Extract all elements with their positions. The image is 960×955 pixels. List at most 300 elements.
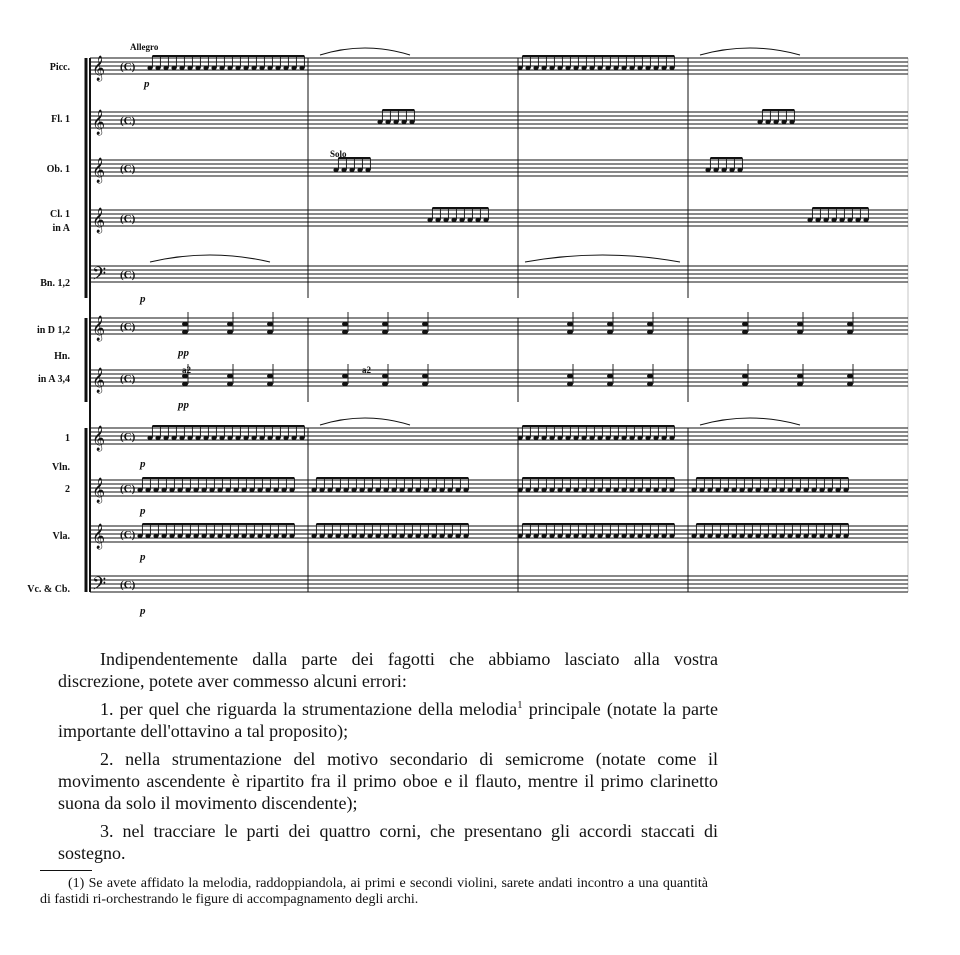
clarinet-figure-note xyxy=(807,218,812,222)
time-signature-icon: (C) xyxy=(120,269,136,281)
sixteenth-run-note xyxy=(187,436,192,440)
string-accomp-note xyxy=(653,534,658,538)
horn-chord-note xyxy=(742,374,748,378)
time-signature-icon: (C) xyxy=(120,579,136,591)
string-accomp-note xyxy=(439,534,444,538)
string-accomp-note xyxy=(605,534,610,538)
sixteenth-run-note xyxy=(661,436,666,440)
bass-clef-icon: 𝄢 xyxy=(92,264,107,289)
string-accomp-note xyxy=(533,534,538,538)
oboe-figure-note xyxy=(705,168,710,172)
string-accomp-note xyxy=(145,488,150,492)
horn-chord-note xyxy=(797,382,803,386)
string-accomp-note xyxy=(265,488,270,492)
instrument-label-vc: Vc. & Cb. xyxy=(27,584,70,595)
string-accomp-note xyxy=(811,534,816,538)
sixteenth-run-note xyxy=(291,436,296,440)
sixteenth-run-note xyxy=(283,436,288,440)
slur xyxy=(320,418,410,425)
instrument-label-fl1: Fl. 1 xyxy=(51,114,70,125)
string-accomp-note xyxy=(621,534,626,538)
horn-chord-note xyxy=(342,382,348,386)
instrument-label-hn34: in A 3,4 xyxy=(38,374,70,385)
sixteenth-run-note xyxy=(581,436,586,440)
time-signature-icon: (C) xyxy=(120,321,136,333)
horn-chord-note xyxy=(647,374,653,378)
string-accomp-note xyxy=(613,534,618,538)
horn-chord-note xyxy=(422,322,428,326)
string-accomp-note xyxy=(747,488,752,492)
sixteenth-run-note xyxy=(291,66,296,70)
string-accomp-note xyxy=(311,488,316,492)
clarinet-figure-note xyxy=(863,218,868,222)
clarinet-figure-note xyxy=(475,218,480,222)
string-accomp-note xyxy=(423,488,428,492)
sixteenth-run-note xyxy=(581,66,586,70)
string-accomp-note xyxy=(439,488,444,492)
sixteenth-run-note xyxy=(637,436,642,440)
string-accomp-note xyxy=(629,534,634,538)
sixteenth-run-note xyxy=(179,436,184,440)
string-accomp-note xyxy=(241,534,246,538)
instrument-label-vln: Vln. xyxy=(51,462,70,473)
string-accomp-note xyxy=(557,534,562,538)
string-accomp-note xyxy=(715,488,720,492)
string-accomp-note xyxy=(415,488,420,492)
sixteenth-run-note xyxy=(549,66,554,70)
string-accomp-note xyxy=(771,488,776,492)
string-accomp-note xyxy=(257,534,262,538)
string-accomp-note xyxy=(739,488,744,492)
sixteenth-run-note xyxy=(211,436,216,440)
sixteenth-run-note xyxy=(541,436,546,440)
string-accomp-note xyxy=(779,488,784,492)
slur xyxy=(700,48,800,55)
time-signature-icon: (C) xyxy=(120,483,136,495)
string-accomp-note xyxy=(669,534,674,538)
sixteenth-run-note xyxy=(533,66,538,70)
oboe-figure-note xyxy=(341,168,346,172)
string-accomp-note xyxy=(819,534,824,538)
sixteenth-run-note xyxy=(613,436,618,440)
string-accomp-note xyxy=(391,534,396,538)
instrument-label-vln2: 2 xyxy=(65,484,70,495)
horn-chord-note xyxy=(382,330,388,334)
oboe-figure-note xyxy=(349,168,354,172)
sixteenth-run-note xyxy=(171,66,176,70)
sixteenth-run-note xyxy=(605,436,610,440)
string-accomp-note xyxy=(835,534,840,538)
sixteenth-run-note xyxy=(227,66,232,70)
string-accomp-note xyxy=(153,534,158,538)
horn-chord-note xyxy=(382,322,388,326)
string-accomp-note xyxy=(319,488,324,492)
horn-chord-note xyxy=(267,374,273,378)
treble-clef-icon: 𝄞 xyxy=(92,56,106,81)
string-accomp-note xyxy=(241,488,246,492)
string-accomp-note xyxy=(827,488,832,492)
sixteenth-run-note xyxy=(259,436,264,440)
flute-figure-note xyxy=(401,120,406,124)
sixteenth-run-note xyxy=(155,66,160,70)
string-accomp-note xyxy=(383,488,388,492)
string-accomp-note xyxy=(233,534,238,538)
sixteenth-run-note xyxy=(621,436,626,440)
string-accomp-note xyxy=(383,534,388,538)
string-accomp-note xyxy=(463,534,468,538)
flute-figure-note xyxy=(409,120,414,124)
string-accomp-note xyxy=(835,488,840,492)
time-signature-icon: (C) xyxy=(120,431,136,443)
string-accomp-note xyxy=(581,534,586,538)
string-accomp-note xyxy=(525,534,530,538)
string-accomp-note xyxy=(613,488,618,492)
clarinet-figure-note xyxy=(459,218,464,222)
tempo-marking: Allegro xyxy=(130,42,159,52)
string-accomp-note xyxy=(447,488,452,492)
instrument-label-cl1: in A xyxy=(52,223,70,234)
string-accomp-note xyxy=(755,488,760,492)
footnote xyxy=(40,876,708,908)
string-accomp-note xyxy=(145,534,150,538)
string-accomp-note xyxy=(327,488,332,492)
clarinet-figure-note xyxy=(483,218,488,222)
horn-chord-note xyxy=(647,330,653,334)
string-accomp-note xyxy=(343,488,348,492)
clarinet-figure-note xyxy=(823,218,828,222)
dynamic-p: p xyxy=(140,551,146,563)
instrument-label-hn12: in D 1,2 xyxy=(36,325,70,336)
string-accomp-note xyxy=(209,488,214,492)
string-accomp-note xyxy=(699,488,704,492)
instrument-label-vla: Vla. xyxy=(52,531,70,542)
sixteenth-run-note xyxy=(557,436,562,440)
horn-chord-note xyxy=(267,382,273,386)
string-accomp-note xyxy=(557,488,562,492)
sixteenth-run-note xyxy=(235,436,240,440)
string-accomp-note xyxy=(637,534,642,538)
string-accomp-note xyxy=(803,534,808,538)
string-accomp-note xyxy=(431,488,436,492)
string-accomp-note xyxy=(463,488,468,492)
horn-chord-note xyxy=(342,322,348,326)
string-accomp-note xyxy=(661,534,666,538)
string-accomp-note xyxy=(637,488,642,492)
sixteenth-run-note xyxy=(613,66,618,70)
oboe-figure-note xyxy=(365,168,370,172)
string-accomp-note xyxy=(375,534,380,538)
horn-chord-note xyxy=(227,330,233,334)
dynamic-pp: pp xyxy=(178,399,189,411)
string-accomp-note xyxy=(731,488,736,492)
string-accomp-note xyxy=(375,488,380,492)
solo-marking: Solo xyxy=(330,149,347,159)
string-accomp-note xyxy=(407,534,412,538)
dynamic-p: p xyxy=(140,605,146,617)
footnote-divider xyxy=(40,870,92,871)
instrument-label-picc: Picc. xyxy=(49,62,70,73)
string-accomp-note xyxy=(779,534,784,538)
string-accomp-note xyxy=(747,534,752,538)
flute-figure-note xyxy=(377,120,382,124)
oboe-figure-note xyxy=(721,168,726,172)
sixteenth-run-note xyxy=(235,66,240,70)
string-accomp-note xyxy=(161,534,166,538)
string-accomp-note xyxy=(201,534,206,538)
point-2: 2. nella strumentazione del motivo secondario di semicrome (notate come il movimento ascendente è ripartito fra il primo oboe e il flauto, mentre il primo clarinetto suona da solo il movimento discendente); xyxy=(58,749,718,813)
horn-chord-note xyxy=(227,322,233,326)
sixteenth-run-note xyxy=(195,66,200,70)
string-accomp-note xyxy=(335,488,340,492)
clarinet-figure-note xyxy=(435,218,440,222)
clarinet-figure-note xyxy=(855,218,860,222)
sixteenth-run-note xyxy=(283,66,288,70)
string-accomp-note xyxy=(699,534,704,538)
clarinet-figure-note xyxy=(467,218,472,222)
string-accomp-note xyxy=(217,534,222,538)
sixteenth-run-note xyxy=(251,436,256,440)
horn-chord-note xyxy=(797,330,803,334)
bass-clef-icon: 𝄢 xyxy=(92,574,107,599)
horn-chord-note xyxy=(847,382,853,386)
sixteenth-run-note xyxy=(147,66,152,70)
a2-marking: a2 xyxy=(182,365,191,375)
string-accomp-note xyxy=(645,534,650,538)
point-1-text-a: 1. per quel che riguarda la strumentazione della melodia xyxy=(100,699,518,719)
horn-chord-note xyxy=(647,322,653,326)
sixteenth-run-note xyxy=(195,436,200,440)
string-accomp-note xyxy=(391,488,396,492)
sixteenth-run-note xyxy=(267,66,272,70)
oboe-figure-note xyxy=(333,168,338,172)
sixteenth-run-note xyxy=(525,66,530,70)
string-accomp-note xyxy=(771,534,776,538)
slur xyxy=(700,418,800,425)
string-accomp-note xyxy=(351,534,356,538)
horn-chord-note xyxy=(797,322,803,326)
sixteenth-run-note xyxy=(597,436,602,440)
horn-chord-note xyxy=(742,382,748,386)
flute-figure-note xyxy=(789,120,794,124)
oboe-figure-note xyxy=(357,168,362,172)
sixteenth-run-note xyxy=(565,66,570,70)
flute-figure-note xyxy=(781,120,786,124)
horn-chord-note xyxy=(227,374,233,378)
sixteenth-run-note xyxy=(155,436,160,440)
clarinet-figure-note xyxy=(831,218,836,222)
string-accomp-note xyxy=(193,534,198,538)
string-accomp-note xyxy=(209,534,214,538)
time-signature-icon: (C) xyxy=(120,529,136,541)
string-accomp-note xyxy=(669,488,674,492)
horn-chord-note xyxy=(567,330,573,334)
horn-chord-note xyxy=(847,322,853,326)
oboe-figure-note xyxy=(737,168,742,172)
string-accomp-note xyxy=(273,534,278,538)
treble-clef-icon: 𝄞 xyxy=(92,158,106,183)
point-1 xyxy=(58,698,718,742)
footnote-text: (1) Se avete affidato la melodia, raddoppiandola, ai primi e secondi violini, sarete andati incontro a una quantità di fastidi ri-orchestrando le figure di accompagnamento degli archi. xyxy=(40,876,708,907)
sixteenth-run-note xyxy=(589,436,594,440)
sixteenth-run-note xyxy=(203,436,208,440)
string-accomp-note xyxy=(249,488,254,492)
treble-clef-icon: 𝄞 xyxy=(92,368,106,393)
string-accomp-note xyxy=(589,488,594,492)
string-accomp-note xyxy=(795,488,800,492)
sixteenth-run-note xyxy=(147,436,152,440)
treble-clef-icon: 𝄞 xyxy=(92,426,106,451)
sixteenth-run-note xyxy=(187,66,192,70)
string-accomp-note xyxy=(629,488,634,492)
flute-figure-note xyxy=(385,120,390,124)
string-accomp-note xyxy=(843,534,848,538)
sixteenth-run-note xyxy=(259,66,264,70)
string-accomp-note xyxy=(399,488,404,492)
a2-marking: a2 xyxy=(362,365,371,375)
string-accomp-note xyxy=(407,488,412,492)
string-accomp-note xyxy=(399,534,404,538)
horn-chord-note xyxy=(422,382,428,386)
string-accomp-note xyxy=(723,488,728,492)
dynamic-p: p xyxy=(140,293,146,305)
string-accomp-note xyxy=(827,534,832,538)
string-accomp-note xyxy=(661,488,666,492)
string-accomp-note xyxy=(803,488,808,492)
slur xyxy=(525,255,680,262)
clarinet-figure-note xyxy=(443,218,448,222)
string-accomp-note xyxy=(517,488,522,492)
sixteenth-run-note xyxy=(517,66,522,70)
horn-chord-note xyxy=(847,374,853,378)
string-accomp-note xyxy=(193,488,198,492)
treble-clef-icon: 𝄞 xyxy=(92,110,106,135)
string-accomp-note xyxy=(707,534,712,538)
string-accomp-note xyxy=(763,488,768,492)
string-accomp-note xyxy=(423,534,428,538)
sixteenth-run-note xyxy=(517,436,522,440)
string-accomp-note xyxy=(185,534,190,538)
body-text xyxy=(58,648,718,864)
string-accomp-note xyxy=(137,534,142,538)
horn-chord-note xyxy=(267,322,273,326)
sixteenth-run-note xyxy=(669,436,674,440)
sixteenth-run-note xyxy=(573,436,578,440)
string-accomp-note xyxy=(819,488,824,492)
flute-figure-note xyxy=(765,120,770,124)
sixteenth-run-note xyxy=(645,436,650,440)
string-accomp-note xyxy=(137,488,142,492)
string-accomp-note xyxy=(589,534,594,538)
sixteenth-run-note xyxy=(637,66,642,70)
string-accomp-note xyxy=(763,534,768,538)
string-accomp-note xyxy=(281,488,286,492)
sixteenth-run-note xyxy=(203,66,208,70)
string-accomp-note xyxy=(455,488,460,492)
time-signature-icon: (C) xyxy=(120,61,136,73)
string-accomp-note xyxy=(549,534,554,538)
string-accomp-note xyxy=(707,488,712,492)
horn-chord-note xyxy=(182,322,188,326)
string-accomp-note xyxy=(201,488,206,492)
string-accomp-note xyxy=(319,534,324,538)
string-accomp-note xyxy=(541,534,546,538)
horn-chord-note xyxy=(607,382,613,386)
string-accomp-note xyxy=(549,488,554,492)
sixteenth-run-note xyxy=(267,436,272,440)
sixteenth-run-note xyxy=(629,436,634,440)
sixteenth-run-note xyxy=(275,66,280,70)
string-accomp-note xyxy=(415,534,420,538)
string-accomp-note xyxy=(273,488,278,492)
string-accomp-note xyxy=(565,488,570,492)
treble-clef-icon: 𝄞 xyxy=(92,478,106,503)
oboe-figure-note xyxy=(729,168,734,172)
string-accomp-note xyxy=(265,534,270,538)
horn-chord-note xyxy=(742,322,748,326)
horn-chord-note xyxy=(382,382,388,386)
sixteenth-run-note xyxy=(163,66,168,70)
string-accomp-note xyxy=(311,534,316,538)
string-accomp-note xyxy=(225,488,230,492)
instrument-label-ob1: Ob. 1 xyxy=(46,164,70,175)
time-signature-icon: (C) xyxy=(120,115,136,127)
string-accomp-note xyxy=(343,534,348,538)
string-accomp-note xyxy=(843,488,848,492)
intro-paragraph: Indipendentemente dalla parte dei fagotti che abbiamo lasciato alla vostra discrezione, potete aver commesso alcuni errori: xyxy=(58,649,718,691)
slur xyxy=(320,48,410,55)
horn-chord-note xyxy=(227,382,233,386)
sixteenth-run-note xyxy=(211,66,216,70)
string-accomp-note xyxy=(161,488,166,492)
string-accomp-note xyxy=(281,534,286,538)
sixteenth-run-note xyxy=(251,66,256,70)
horn-chord-note xyxy=(607,322,613,326)
flute-figure-note xyxy=(393,120,398,124)
time-signature-icon: (C) xyxy=(120,163,136,175)
clarinet-figure-note xyxy=(815,218,820,222)
sixteenth-run-note xyxy=(669,66,674,70)
horn-chord-note xyxy=(567,382,573,386)
string-accomp-note xyxy=(573,488,578,492)
horn-chord-note xyxy=(647,382,653,386)
sixteenth-run-note xyxy=(275,436,280,440)
sixteenth-run-note xyxy=(653,66,658,70)
flute-figure-note xyxy=(757,120,762,124)
string-accomp-note xyxy=(431,534,436,538)
instrument-label-cl1: Cl. 1 xyxy=(50,209,70,220)
sixteenth-run-note xyxy=(549,436,554,440)
footnote-ref: 1 xyxy=(517,699,523,711)
sixteenth-run-note xyxy=(541,66,546,70)
string-accomp-note xyxy=(787,534,792,538)
horn-chord-note xyxy=(182,330,188,334)
string-accomp-note xyxy=(605,488,610,492)
sixteenth-run-note xyxy=(219,436,224,440)
string-accomp-note xyxy=(541,488,546,492)
horn-chord-note xyxy=(567,322,573,326)
string-accomp-note xyxy=(723,534,728,538)
string-accomp-note xyxy=(249,534,254,538)
dynamic-pp: pp xyxy=(178,347,189,359)
horn-chord-note xyxy=(422,374,428,378)
string-accomp-note xyxy=(731,534,736,538)
string-accomp-note xyxy=(691,534,696,538)
horn-chord-note xyxy=(422,330,428,334)
dynamic-p: p xyxy=(140,505,146,517)
string-accomp-note xyxy=(335,534,340,538)
time-signature-icon: (C) xyxy=(120,373,136,385)
string-accomp-note xyxy=(225,534,230,538)
